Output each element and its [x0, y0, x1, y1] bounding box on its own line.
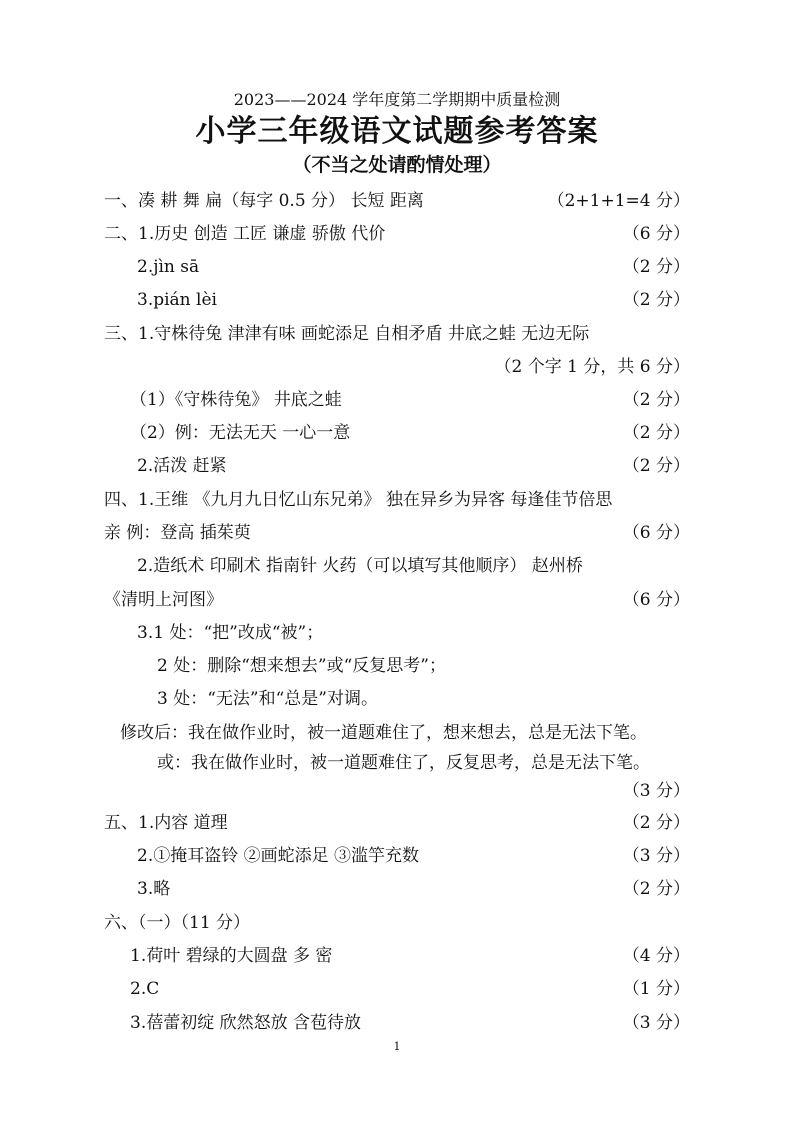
- answer-line: [0, 418, 794, 448]
- answer-line: [0, 252, 794, 282]
- score-text: （2 分）: [622, 456, 690, 476]
- answer-text: （2）例：无法无天 一心一意: [130, 423, 351, 443]
- answer-line: [0, 618, 794, 648]
- score-text: （2 分）: [622, 879, 690, 899]
- score-text: （2 分）: [622, 390, 690, 410]
- answer-text: 修改后：我在做作业时，被一道题难住了，想来想去，总是无法下笔。: [120, 723, 647, 743]
- answer-line: [0, 908, 794, 938]
- answer-line: [0, 874, 794, 904]
- answer-line: [0, 352, 794, 382]
- answer-text: 3.蓓蕾初绽 欣然怒放 含苞待放: [130, 1013, 362, 1033]
- answer-text: 2.jìn sā: [137, 257, 200, 277]
- answer-line: [0, 941, 794, 971]
- answer-text: 2.C: [130, 979, 160, 999]
- score-text: （3 分）: [622, 1013, 690, 1033]
- score-text: （2+1+1=4 分）: [547, 191, 690, 211]
- answer-line: [0, 285, 794, 315]
- answer-line: [0, 718, 794, 748]
- answer-line: [0, 186, 794, 216]
- answer-text: 2.造纸术 印刷术 指南针 火药（可以填写其他顺序） 赵州桥: [137, 556, 583, 576]
- answer-line: [0, 585, 794, 615]
- score-text: （2 分）: [622, 257, 690, 277]
- answer-line: [0, 748, 794, 778]
- answer-text: 五、1.内容 道理: [104, 813, 228, 833]
- answer-text: 二、1.历史 创造 工匠 谦虚 骄傲 代价: [104, 224, 386, 244]
- answer-text: 2.活泼 赶紧: [137, 456, 227, 476]
- answer-line: [0, 219, 794, 249]
- answer-line: [0, 684, 794, 714]
- score-text: （2 分）: [622, 813, 690, 833]
- answer-text: 3 处：“无法”和“总是”对调。: [157, 689, 378, 709]
- answer-text: 3.pián lèi: [137, 290, 217, 310]
- answer-text: 三、1.守株待兔 津津有味 画蛇添足 自相矛盾 井底之蛙 无边无际: [104, 324, 590, 344]
- page-title: 小学三年级语文试题参考答案: [195, 114, 599, 149]
- answer-text: 六、（一）（11 分）: [104, 913, 251, 933]
- answer-line: [0, 485, 794, 515]
- answer-line: [0, 319, 794, 349]
- answer-line: [0, 808, 794, 838]
- answer-text: 2 处：删除“想来想去”或“反复思考”；: [157, 656, 446, 676]
- answer-text: 四、1.王维 《九月九日忆山东兄弟》 独在异乡为异客 每逢佳节倍思: [104, 490, 613, 510]
- answer-text: （1）《守株待兔》 井底之蛙: [130, 390, 342, 410]
- page-number: 1: [393, 1040, 401, 1053]
- answer-text: 1.荷叶 碧绿的大圆盘 多 密: [130, 946, 333, 966]
- score-text: （6 分）: [622, 590, 690, 610]
- answer-line: [0, 551, 794, 581]
- answer-line: [0, 974, 794, 1004]
- answer-line: [0, 651, 794, 681]
- score-text: （3 分）: [622, 781, 690, 801]
- answer-text: 3.略: [137, 879, 171, 899]
- score-text: （1 分）: [622, 979, 690, 999]
- score-text: （6 分）: [622, 224, 690, 244]
- answer-line: [0, 776, 794, 806]
- score-text: （3 分）: [622, 846, 690, 866]
- answer-line: [0, 841, 794, 871]
- answer-text: 或：我在做作业时，被一道题难住了，反复思考，总是无法下笔。: [157, 753, 650, 773]
- score-text: （2 个字 1 分，共 6 分）: [494, 357, 690, 377]
- answer-line: [0, 518, 794, 548]
- answer-text: 亲 例：登高 插茱萸: [104, 523, 251, 543]
- answer-text: 《清明上河图》: [104, 590, 223, 610]
- score-text: （6 分）: [622, 523, 690, 543]
- answer-text: 3.1 处：“把”改成“被”；: [137, 623, 324, 643]
- answer-line: [0, 451, 794, 481]
- score-text: （2 分）: [622, 290, 690, 310]
- answer-line: [0, 1008, 794, 1038]
- exam-term-heading: 2023——2024 学年度第二学期期中质量检测: [233, 90, 561, 109]
- score-text: （4 分）: [622, 946, 690, 966]
- answer-line: [0, 385, 794, 415]
- score-text: （2 分）: [622, 423, 690, 443]
- page-subtitle-note: （不当之处请酌情处理）: [292, 154, 502, 176]
- answer-text: 2.①掩耳盗铃 ②画蛇添足 ③滥竽充数: [137, 846, 420, 866]
- answer-text: 一、凑 耕 舞 扁（每字 0.5 分） 长短 距离: [104, 191, 424, 211]
